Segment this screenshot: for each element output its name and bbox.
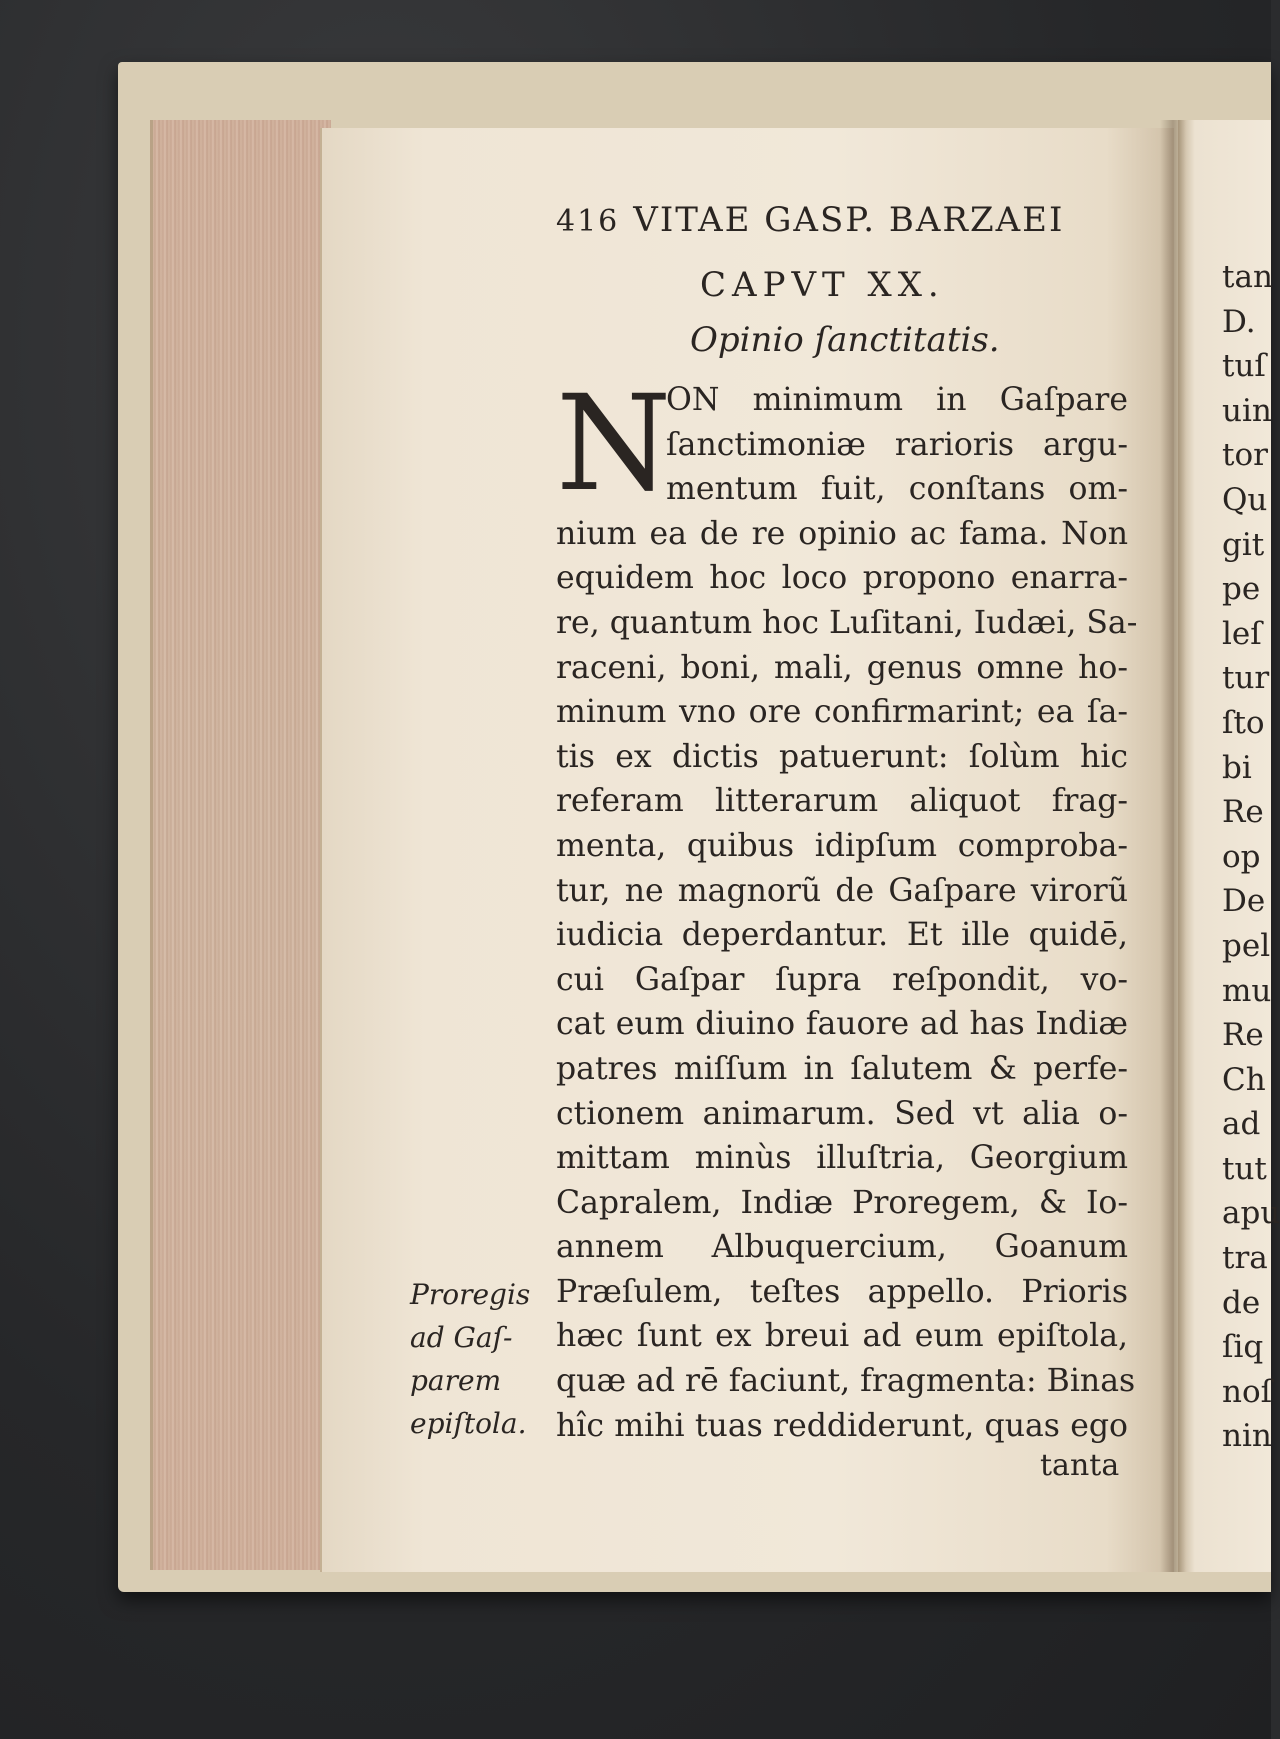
- book-gutter: [1160, 120, 1186, 1572]
- right-page-line: op: [1222, 838, 1261, 875]
- text-line: annem Albuquercium, Goanum: [556, 1229, 1128, 1266]
- marginal-note-line: parem: [410, 1364, 502, 1397]
- marginal-note-line: epiſtola.: [410, 1407, 527, 1440]
- right-page-line: ſiq: [1222, 1329, 1264, 1366]
- text-line: minum vno ore confirmarint; ea ſa-: [556, 694, 1128, 731]
- right-page-line: Ch: [1222, 1061, 1266, 1098]
- text-line: referam litterarum aliquot frag-: [556, 783, 1128, 820]
- text-line: equidem hoc loco propono enarra-: [556, 560, 1128, 597]
- text-line: ctionem animarum. Sed vt alia o-: [556, 1095, 1128, 1132]
- right-page-line: pe: [1222, 571, 1261, 608]
- right-page-line: tra: [1222, 1240, 1268, 1277]
- right-page-line: bi: [1222, 749, 1252, 786]
- text-line: ſanctimoniæ rarioris argu-: [666, 426, 1128, 463]
- text-line: tis ex dictis patuerunt: ſolùm hic: [556, 738, 1128, 775]
- text-line: cui Gaſpar ſupra reſpondit, vo-: [556, 961, 1128, 998]
- right-page-line: ad: [1222, 1106, 1261, 1143]
- right-page-line: mu: [1222, 972, 1272, 1009]
- text-line: patres miſſum in ſalutem & perfe-: [556, 1050, 1128, 1087]
- right-page-line: De: [1222, 883, 1266, 920]
- text-line: re, quantum hoc Luſitani, Iudæi, Sa-: [556, 604, 1138, 641]
- body-text: [556, 367, 1138, 1448]
- text-line: raceni, boni, mali, genus omne ho-: [556, 649, 1128, 686]
- right-page-line: de: [1222, 1284, 1261, 1321]
- right-page-line: Re: [1222, 1017, 1264, 1054]
- text-line: tur, ne magnorũ de Gaſpare virorũ: [556, 872, 1128, 909]
- right-page-line: D.: [1222, 303, 1256, 340]
- running-title: VITAE GASP. BARZAEI: [633, 200, 1065, 240]
- text-line: hîc mihi tuas reddiderunt, quas ego: [556, 1407, 1128, 1444]
- chapter-title: CAPVT XX.: [700, 265, 945, 305]
- right-page-line: uin: [1222, 392, 1272, 429]
- right-page-line: ſto: [1222, 704, 1265, 741]
- text-line: cat eum diuino fauore ad has Indiæ: [556, 1006, 1128, 1043]
- right-page-line: leſ: [1222, 615, 1262, 652]
- right-page-text: [1222, 255, 1280, 1459]
- right-page-line: nin: [1222, 1418, 1272, 1455]
- text-line: mentum fuit, conſtans om-: [666, 471, 1128, 508]
- page-number: 416: [556, 204, 620, 239]
- right-page-line: Qu: [1222, 481, 1268, 518]
- marginal-note: [410, 1273, 550, 1445]
- page-edges: [150, 120, 331, 1570]
- right-page-line: tuſ: [1222, 348, 1266, 385]
- drop-cap: N: [556, 367, 672, 521]
- text-line: Præſulem, teſtes appello. Prioris: [556, 1273, 1128, 1310]
- marginal-note-line: Proregis: [410, 1278, 531, 1311]
- text-line: menta, quibus idipſum comproba-: [556, 827, 1128, 864]
- chapter-subtitle: Opinio ſanctitatis.: [690, 320, 1000, 360]
- right-page-line: pel: [1222, 927, 1271, 964]
- text-line: Capralem, Indiæ Proregem, & Io-: [556, 1184, 1128, 1221]
- catchword: tanta: [1040, 1448, 1120, 1483]
- right-page-line: apu: [1222, 1195, 1280, 1232]
- right-page-line: git: [1222, 526, 1265, 563]
- marginal-note-line: ad Gaſ-: [410, 1321, 513, 1354]
- text-line: nium ea de re opinio ac fama. Non: [556, 515, 1128, 552]
- running-head: [556, 200, 1096, 240]
- right-page-line: tan: [1222, 259, 1273, 295]
- text-line: ON minimum in Gaſpare: [666, 382, 1128, 418]
- right-page-line: tut: [1222, 1150, 1267, 1187]
- right-page-line: Re: [1222, 794, 1264, 831]
- text-line: hæc ſunt ex breui ad eum epiſtola,: [556, 1318, 1128, 1355]
- right-page-line: noſ: [1222, 1373, 1273, 1410]
- text-line: quæ ad rē faciunt, fragmenta: Binas: [556, 1363, 1136, 1400]
- text-line: mittam minùs illuſtria, Georgium: [556, 1140, 1128, 1177]
- right-page-line: tor: [1222, 437, 1268, 474]
- text-line: iudicia deperdantur. Et ille quidē,: [556, 917, 1128, 954]
- right-page-line: tur: [1222, 660, 1270, 697]
